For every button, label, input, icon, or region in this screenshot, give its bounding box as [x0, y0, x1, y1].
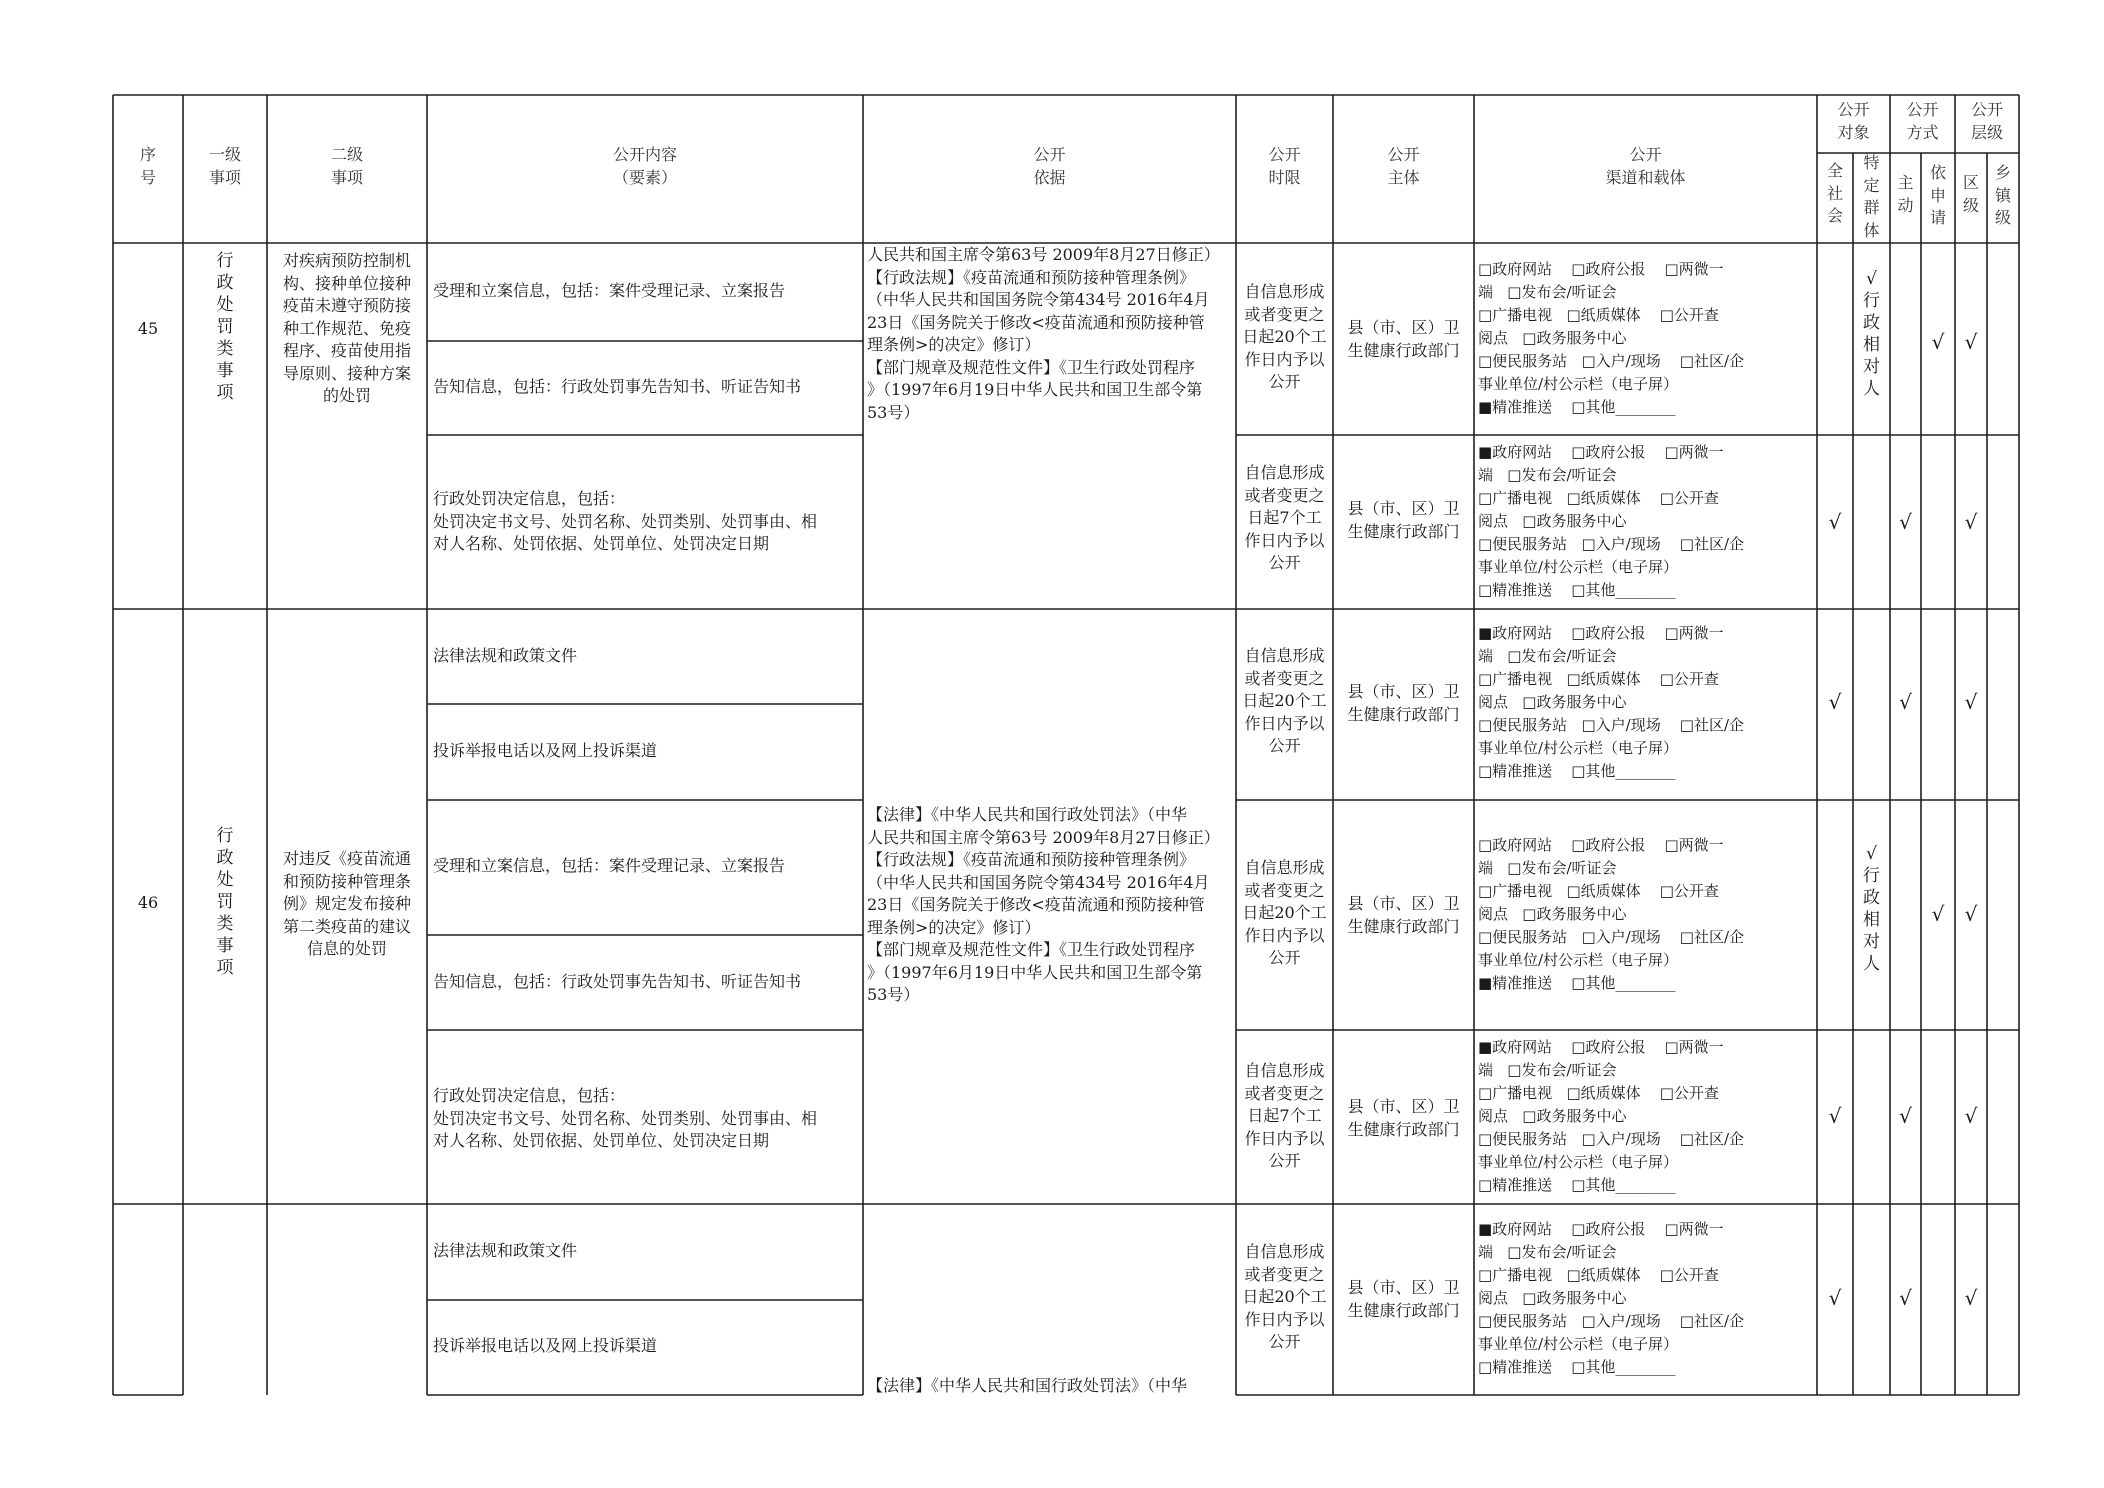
row45-basis: 人民共和国主席令第63号 2009年8月27日修正） 【行政法规】《疫苗流通和预防接种管理条例》 （中华人民共和国国务院令第434号 2016年4月 23日《国务院关于修改<疫苗流通和预防接种管 理条例>的决定》修订） 【部门规章及规范性文件】《卫生行政处罚程序 》（1997年6月19日中华人民共和国卫生部令第 53号）	[867, 245, 1220, 422]
row47-basis: 【法律】《中华人民共和国行政处罚法》（中华	[867, 1376, 1188, 1395]
row47-a-all-check: √	[1828, 1288, 1842, 1310]
header-method: 公开 方式	[1906, 100, 1939, 142]
row46-content-acceptance: 受理和立案信息，包括：案件受理记录、立案报告	[433, 856, 786, 875]
row45-b-all-check: √	[1828, 512, 1842, 534]
header-method-apply: 依 申 请	[1929, 163, 1946, 227]
header-subject: 公开 主体	[1387, 145, 1420, 187]
row46-content-laws: 法律法规和政策文件	[433, 646, 578, 665]
row45-level2: 对疾病预防控制机 构、接种单位接种 疫苗未遵守预防接 种工作规范、免疫 程序、疫苗使用指 导原则、接种方案 的处罚	[282, 251, 411, 405]
header-level: 公开 层级	[1970, 100, 2003, 142]
row46-a-district-check: √	[1964, 692, 1978, 714]
row46-content-decision: 行政处罚决定信息，包括： 处罚决定书文号、处罚名称、处罚类别、处罚事由、相 对人名称、处罚依据、处罚单位、处罚决定日期	[433, 1086, 818, 1150]
row47-a-active-check: √	[1899, 1288, 1912, 1310]
row46-a-subject: 县（市、区）卫 生健康行政部门	[1347, 682, 1460, 724]
row47-a-channel: ■政府网站 □政府公报 □两微一 端 □发布会/听证会 □广播电视 □纸质媒体 □公开查 阅点 □政务服务中心 □便民服务站 □入户/现场 □社区/企 事业单位/村公示栏（电子屏） □精准推送 □其他________	[1478, 1220, 1745, 1376]
header-basis: 公开 依据	[1033, 145, 1066, 187]
row46-b-district-check: √	[1964, 904, 1978, 926]
row47-a-district-check: √	[1964, 1288, 1978, 1310]
row47-a-time: 自信息形成 或者变更之 日起20个工 作日内予以 公开	[1242, 1242, 1327, 1351]
row45-a-time: 自信息形成 或者变更之 日起20个工 作日内予以 公开	[1242, 282, 1327, 391]
row46-b-subject: 县（市、区）卫 生健康行政部门	[1347, 894, 1460, 936]
row46-a-time: 自信息形成 或者变更之 日起20个工 作日内予以 公开	[1242, 646, 1327, 755]
header-channel: 公开 渠道和载体	[1605, 145, 1686, 187]
row46-c-channel: ■政府网站 □政府公报 □两微一 端 □发布会/听证会 □广播电视 □纸质媒体 □公开查 阅点 □政务服务中心 □便民服务站 □入户/现场 □社区/企 事业单位/村公示栏（电子屏） □精准推送 □其他________	[1478, 1038, 1745, 1194]
header-time-limit: 公开 时限	[1268, 145, 1301, 187]
row46-c-district-check: √	[1964, 1106, 1978, 1128]
header-object-specific: 特 定 群 体	[1863, 153, 1880, 240]
row46-a-active-check: √	[1899, 692, 1912, 714]
row46-basis: 【法律】《中华人民共和国行政处罚法》（中华 人民共和国主席令第63号 2009年8月27日修正） 【行政法规】《疫苗流通和预防接种管理条例》 （中华人民共和国国务院令第434号 2016年4月 23日《国务院关于修改<疫苗流通和预防接种管 理条例>的决定》修订） 【部门规章及规范性文件】《卫生行政处罚程序 》（1997年6月19日中华人民共和国卫生部令第 53号）	[867, 805, 1220, 1004]
row46-b-time: 自信息形成 或者变更之 日起20个工 作日内予以 公开	[1242, 858, 1327, 967]
header-content: 公开内容 （要素）	[612, 145, 677, 187]
header-level1: 一级 事项	[208, 145, 241, 187]
row45-b-active-check: √	[1899, 512, 1912, 534]
row46-a-all-check: √	[1828, 692, 1842, 714]
row46-level2: 对违反《疫苗流通 和预防接种管理条 例》规定发布接种 第二类疫苗的建议 信息的处罚	[282, 849, 411, 958]
row46-c-subject: 县（市、区）卫 生健康行政部门	[1347, 1097, 1460, 1139]
header-level2: 二级 事项	[330, 145, 363, 187]
row45-content-notice: 告知信息，包括：行政处罚事先告知书、听证告知书	[433, 377, 802, 396]
row46-b-apply-check: √	[1931, 904, 1945, 926]
header-level-district: 区 级	[1962, 173, 1979, 215]
row45-content-decision: 行政处罚决定信息，包括： 处罚决定书文号、处罚名称、处罚类别、处罚事由、相 对人名称、处罚依据、处罚单位、处罚决定日期	[433, 489, 818, 553]
row46-c-all-check: √	[1828, 1106, 1842, 1128]
row46-b-channel: □政府网站 □政府公报 □两微一 端 □发布会/听证会 □广播电视 □纸质媒体 □公开查 阅点 □政务服务中心 □便民服务站 □入户/现场 □社区/企 事业单位/村公示栏（电子屏） ■精准推送 □其他________	[1478, 836, 1745, 992]
header-object-all: 全 社 会	[1826, 161, 1843, 225]
row45-a-channel: □政府网站 □政府公报 □两微一 端 □发布会/听证会 □广播电视 □纸质媒体 □公开查 阅点 □政务服务中心 □便民服务站 □入户/现场 □社区/企 事业单位/村公示栏（电子屏） ■精准推送 □其他________	[1478, 260, 1745, 416]
row46-a-channel: ■政府网站 □政府公报 □两微一 端 □发布会/听证会 □广播电视 □纸质媒体 □公开查 阅点 □政务服务中心 □便民服务站 □入户/现场 □社区/企 事业单位/村公示栏（电子屏） □精准推送 □其他________	[1478, 624, 1745, 780]
row46-level1: 行 政 处 罚 类 事 项	[216, 826, 234, 978]
row47-content-complaint: 投诉举报电话以及网上投诉渠道	[433, 1336, 658, 1355]
header-level-town: 乡 镇 级	[1994, 163, 2011, 227]
row45-seq: 45	[137, 319, 159, 338]
row45-b-time: 自信息形成 或者变更之 日起7个工 作日内予以 公开	[1244, 463, 1325, 572]
row46-seq: 46	[137, 893, 159, 912]
row45-a-apply-check: √	[1931, 332, 1945, 354]
row45-content-acceptance: 受理和立案信息，包括：案件受理记录、立案报告	[433, 281, 786, 300]
row46-content-complaint: 投诉举报电话以及网上投诉渠道	[433, 741, 658, 760]
row45-a-specific-party: √ 行 政 相 对 人	[1863, 269, 1880, 399]
header-object: 公开 对象	[1837, 100, 1870, 142]
header-seq: 序 号	[139, 145, 156, 187]
row46-content-notice: 告知信息，包括：行政处罚事先告知书、听证告知书	[433, 972, 802, 991]
row46-c-active-check: √	[1899, 1106, 1912, 1128]
row45-b-subject: 县（市、区）卫 生健康行政部门	[1347, 499, 1460, 541]
row46-b-specific-party: √ 行 政 相 对 人	[1863, 844, 1880, 974]
row45-b-channel: ■政府网站 □政府公报 □两微一 端 □发布会/听证会 □广播电视 □纸质媒体 □公开查 阅点 □政务服务中心 □便民服务站 □入户/现场 □社区/企 事业单位/村公示栏（电子屏） □精准推送 □其他________	[1478, 443, 1745, 599]
row45-a-district-check: √	[1964, 332, 1978, 354]
header-method-active: 主 动	[1897, 173, 1914, 215]
row46-c-time: 自信息形成 或者变更之 日起7个工 作日内予以 公开	[1244, 1061, 1325, 1170]
row45-level1: 行 政 处 罚 类 事 项	[216, 251, 234, 403]
row47-content-laws: 法律法规和政策文件	[433, 1241, 578, 1260]
row45-b-district-check: √	[1964, 512, 1978, 534]
row47-a-subject: 县（市、区）卫 生健康行政部门	[1347, 1278, 1460, 1320]
row45-a-subject: 县（市、区）卫 生健康行政部门	[1347, 318, 1460, 360]
